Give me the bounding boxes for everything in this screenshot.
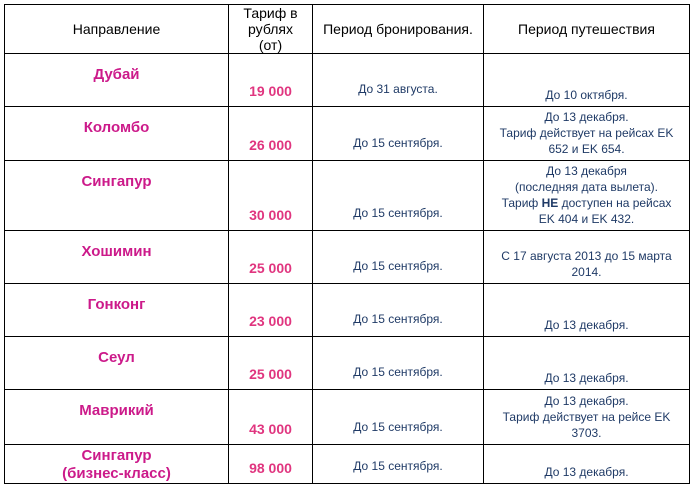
tariff-table [4, 4, 690, 484]
travel-period-line [486, 393, 687, 409]
booking-period-cell [313, 54, 484, 107]
travel-period-line [486, 370, 687, 386]
table-row [5, 445, 690, 484]
travel-text: 652 и EK 654. [548, 142, 625, 156]
travel-period-line [486, 179, 687, 195]
booking-period-text: До 31 августа. [358, 82, 438, 96]
emphasis-text: НЕ [541, 196, 559, 210]
travel-period-line [486, 248, 687, 264]
destination-cell [5, 284, 229, 337]
travel-period-cell [484, 445, 690, 484]
travel-period-line [486, 109, 687, 125]
destination-name: Сингапур [81, 173, 152, 190]
booking-period-cell [313, 337, 484, 390]
booking-period-text: До 15 сентября. [353, 420, 443, 434]
table-row [5, 231, 690, 284]
booking-period-text: До 15 сентября. [353, 365, 443, 379]
destination-cell [5, 337, 229, 390]
header-travel: Период путешествия [484, 5, 690, 54]
travel-period-line [486, 125, 687, 141]
table-row [5, 161, 690, 231]
booking-period-text: До 15 сентября. [353, 259, 443, 273]
travel-period-line [486, 195, 687, 211]
travel-text: До 13 декабря. [544, 110, 629, 124]
booking-period-cell [313, 161, 484, 231]
travel-period-line [486, 464, 687, 480]
price-value: 98 000 [249, 460, 292, 476]
destination-name: Сингапур [81, 447, 152, 464]
booking-period-cell [313, 390, 484, 445]
travel-text: 2014. [571, 265, 602, 279]
travel-text: До 13 декабря. [544, 318, 629, 332]
price-value: 25 000 [249, 260, 292, 276]
destination-name: Коломбо [83, 119, 150, 136]
price-cell [229, 337, 313, 390]
destination-cell [5, 390, 229, 445]
booking-period-text: До 15 сентября. [353, 206, 443, 220]
price-cell [229, 161, 313, 231]
travel-period-line [486, 425, 687, 441]
travel-text: (последняя дата вылета). [515, 180, 658, 194]
table-body [5, 54, 690, 484]
price-value: 43 000 [249, 421, 292, 437]
travel-period-line [486, 211, 687, 227]
destination-cell [5, 161, 229, 231]
destination-name: Хошимин [81, 243, 152, 260]
table-row [5, 284, 690, 337]
booking-period-cell [313, 231, 484, 284]
table-row [5, 337, 690, 390]
travel-period-line [486, 163, 687, 179]
price-value: 25 000 [249, 366, 292, 382]
header-destination: Направление [5, 5, 229, 54]
destination-name: Сеул [98, 349, 135, 366]
travel-text: До 13 декабря. [544, 394, 629, 408]
travel-period-line [486, 264, 687, 280]
table-row [5, 54, 690, 107]
destination-name: (бизнес-класс) [62, 465, 171, 482]
destination-name: Маврикий [79, 402, 154, 419]
travel-text: доступен на рейсах [558, 196, 672, 210]
travel-text: До 13 декабря [546, 164, 627, 178]
travel-period-cell [484, 284, 690, 337]
price-cell [229, 284, 313, 337]
header-price: Тариф в рублях (от) [229, 5, 313, 54]
price-cell [229, 390, 313, 445]
destination-name: Гонконг [87, 296, 146, 313]
travel-period-line [486, 409, 687, 425]
booking-period-text: До 15 сентября. [353, 459, 443, 473]
travel-text: Тариф действует на рейсах EK [499, 126, 674, 140]
destination-cell [5, 231, 229, 284]
travel-text: До 13 декабря. [544, 465, 629, 479]
booking-period-cell [313, 107, 484, 161]
travel-period-line [486, 317, 687, 333]
price-cell [229, 107, 313, 161]
travel-period-cell [484, 161, 690, 231]
price-cell [229, 445, 313, 484]
destination-cell [5, 445, 229, 484]
travel-period-line [486, 87, 687, 103]
price-value: 26 000 [249, 137, 292, 153]
header-booking: Период бронирования. [313, 5, 484, 54]
table-row [5, 107, 690, 161]
booking-period-text: До 15 сентября. [353, 136, 443, 150]
travel-period-cell [484, 337, 690, 390]
table-row [5, 390, 690, 445]
travel-text: EK 404 и EK 432. [538, 212, 635, 226]
travel-text: Тариф [501, 196, 542, 210]
travel-period-cell [484, 107, 690, 161]
booking-period-cell [313, 284, 484, 337]
travel-text: 3703. [571, 426, 602, 440]
travel-period-line [486, 141, 687, 157]
travel-period-cell [484, 390, 690, 445]
destination-name: Дубай [93, 66, 140, 83]
travel-text: До 10 октября. [545, 88, 628, 102]
price-cell [229, 54, 313, 107]
booking-period-text: До 15 сентября. [353, 312, 443, 326]
destination-cell [5, 107, 229, 161]
header-row [5, 5, 690, 54]
price-value: 30 000 [249, 207, 292, 223]
price-value: 19 000 [249, 83, 292, 99]
travel-text: Тариф действует на рейсе EK [502, 410, 671, 424]
price-cell [229, 231, 313, 284]
travel-period-cell [484, 231, 690, 284]
price-value: 23 000 [249, 313, 292, 329]
destination-cell [5, 54, 229, 107]
travel-text: С 17 августа 2013 до 15 марта [501, 249, 672, 263]
travel-period-cell [484, 54, 690, 107]
travel-text: До 13 декабря. [544, 371, 629, 385]
booking-period-cell [313, 445, 484, 484]
